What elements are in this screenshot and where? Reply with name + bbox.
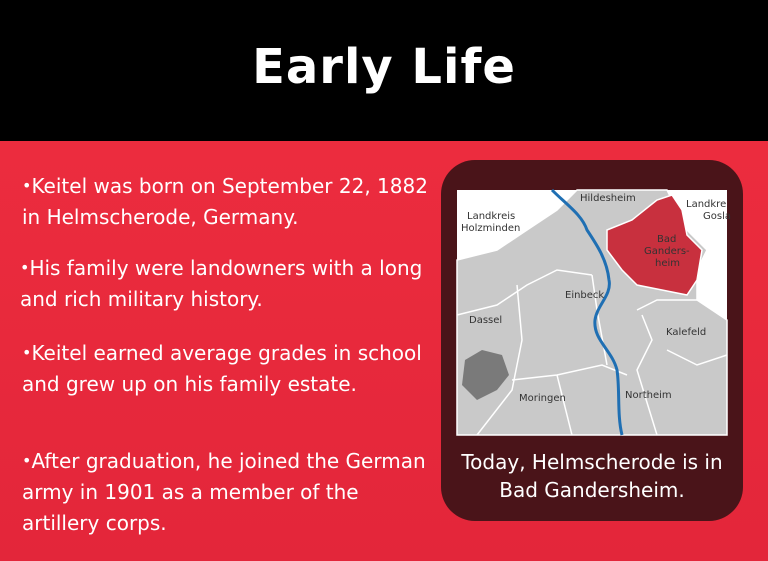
map-label-landkreis: Landkre bbox=[686, 199, 727, 210]
map-label-kalefeld: Kalefeld bbox=[666, 327, 707, 338]
map-label-ganders: Ganders- bbox=[644, 246, 690, 257]
map-label-bad: Bad bbox=[657, 234, 677, 245]
bullet-item bbox=[22, 445, 432, 539]
map-label-landkreis: Landkreis bbox=[467, 211, 516, 222]
map-label-goslar: Gosla bbox=[703, 211, 731, 222]
map-label-heim: heim bbox=[655, 258, 681, 269]
map-graphic bbox=[457, 190, 731, 435]
map-label-dassel: Dassel bbox=[469, 315, 503, 326]
bullet-item bbox=[22, 170, 432, 233]
title-bar bbox=[0, 0, 768, 141]
bullet-text: His family were landowners with a long and rich military history. bbox=[20, 256, 423, 311]
bullet-item bbox=[22, 337, 432, 400]
district-map bbox=[457, 190, 731, 435]
bullet-dot: • bbox=[22, 176, 32, 195]
bullet-dot: • bbox=[20, 258, 30, 277]
slide-body bbox=[0, 141, 768, 561]
bullet-dot: • bbox=[22, 451, 32, 470]
bullet-text: Keitel was born on September 22, 1882 in Helmscherode, Germany. bbox=[22, 174, 428, 229]
map-label-northeim: Northeim bbox=[625, 390, 672, 401]
map-card bbox=[441, 160, 743, 521]
slide-title: Early Life bbox=[252, 38, 516, 95]
caption-line: Today, Helmscherode is in bbox=[461, 450, 723, 474]
map-label-holzminden: Holzminden bbox=[461, 223, 521, 234]
map-caption bbox=[441, 448, 743, 504]
caption-line: Bad Gandersheim. bbox=[499, 478, 685, 502]
map-label-einbeck: Einbeck bbox=[565, 290, 605, 301]
bullet-dot: • bbox=[22, 343, 32, 362]
map-label-moringen: Moringen bbox=[519, 393, 566, 404]
bullet-item bbox=[20, 252, 430, 315]
bullet-text: Keitel earned average grades in school and grew up on his family estate. bbox=[22, 341, 422, 396]
map-label-hildesheim: Hildesheim bbox=[580, 193, 636, 204]
bullet-text: After graduation, he joined the German army in 1901 as a member of the artillery corps. bbox=[22, 449, 426, 535]
